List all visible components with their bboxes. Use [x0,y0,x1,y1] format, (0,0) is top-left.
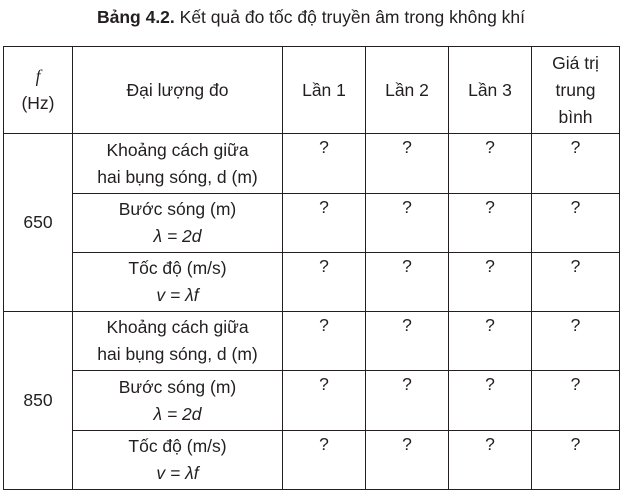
header-average: Giá trị trung bình [532,47,620,134]
value-cell: ? [283,134,366,193]
header-frequency [4,47,73,134]
header-quantity: Đại lượng đo [73,47,283,134]
quantity-cell [73,193,283,252]
value-cell: ? [449,430,532,489]
value-cell: ? [283,371,366,430]
value-cell: ? [449,193,532,252]
value-cell: ? [532,312,620,371]
header-row [4,47,620,134]
value-cell: ? [366,430,449,489]
frequency-cell: 650 [4,134,73,312]
quantity-cell [73,134,283,193]
value-cell: ? [532,193,620,252]
value-cell: ? [449,252,532,311]
quantity-line-1: Khoảng cách giữa [106,317,249,338]
quantity-line-1: Tốc độ (m/s) [128,435,227,456]
value-cell: ? [283,193,366,252]
table-row [4,134,620,193]
table-row [4,252,620,311]
quantity-line-2: hai bụng sóng, d (m) [97,344,258,365]
quantity-line-1: Bước sóng (m) [118,376,237,397]
header-trial-3: Lần 3 [449,47,532,134]
value-cell: ? [532,371,620,430]
quantity-cell [73,312,283,371]
measurement-table [3,46,620,490]
value-cell: ? [449,371,532,430]
value-cell: ? [532,134,620,193]
quantity-line-2: v = λf [156,462,199,483]
quantity-line-2: λ = 2d [153,403,202,424]
quantity-line-1: Khoảng cách giữa [106,139,249,160]
value-cell: ? [366,252,449,311]
caption-text: Kết quả đo tốc độ truyền âm trong không khí [174,7,526,27]
value-cell: ? [366,371,449,430]
quantity-cell [73,252,283,311]
value-cell: ? [449,312,532,371]
quantity-line-2: hai bụng sóng, d (m) [97,166,258,187]
value-cell: ? [532,252,620,311]
quantity-line-2: v = λf [156,285,199,306]
table-row [4,312,620,371]
table-caption [0,6,622,28]
header-trial-2: Lần 2 [366,47,449,134]
quantity-line-1: Bước sóng (m) [118,198,237,219]
value-cell: ? [532,430,620,489]
table-row [4,430,620,489]
frequency-symbol: f [35,66,41,87]
table-row [4,193,620,252]
quantity-cell [73,371,283,430]
frequency-cell: 850 [4,312,73,490]
caption-label: Bảng 4.2. [96,7,175,27]
frequency-unit: (Hz) [21,93,55,114]
table-row [4,371,620,430]
value-cell: ? [366,193,449,252]
value-cell: ? [366,312,449,371]
quantity-cell [73,430,283,489]
value-cell: ? [449,134,532,193]
value-cell: ? [283,252,366,311]
value-cell: ? [366,134,449,193]
value-cell: ? [283,312,366,371]
value-cell: ? [283,430,366,489]
quantity-line-2: λ = 2d [153,225,202,246]
header-trial-1: Lần 1 [283,47,366,134]
quantity-line-1: Tốc độ (m/s) [128,258,227,279]
